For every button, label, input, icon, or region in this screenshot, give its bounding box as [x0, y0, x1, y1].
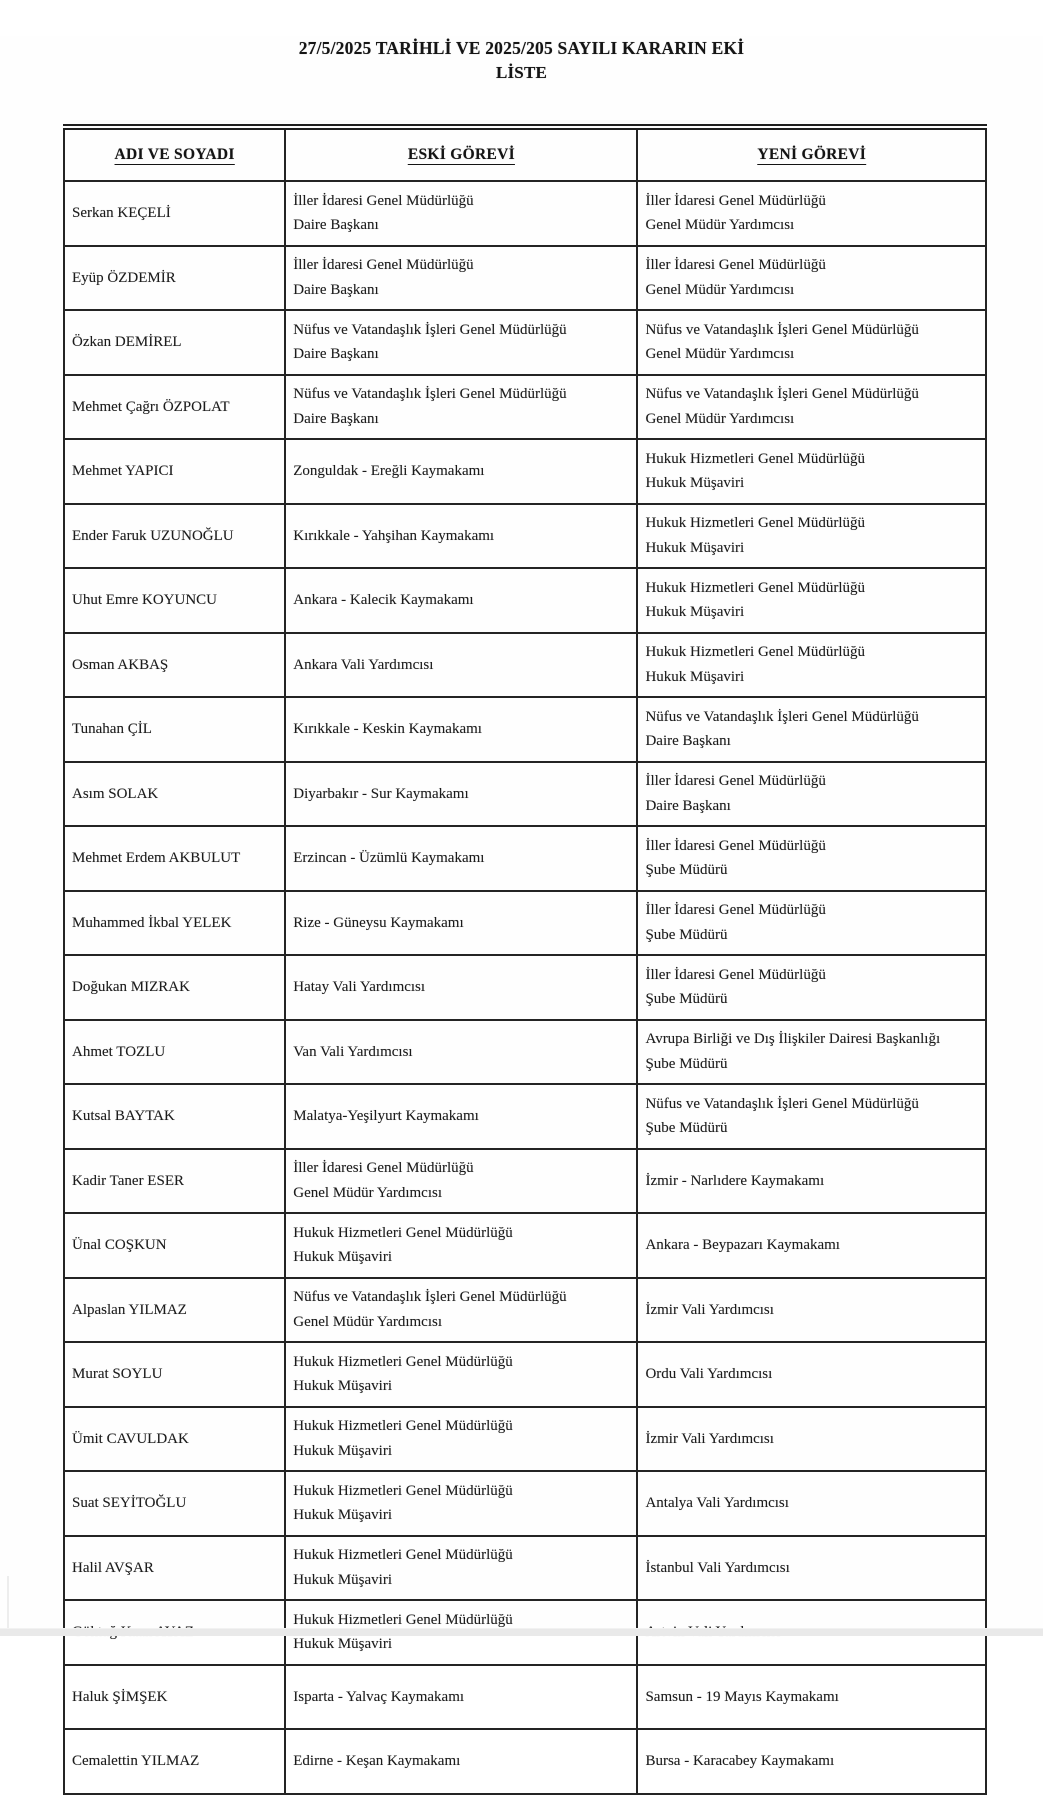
name-cell: Serkan KEÇELİ: [64, 181, 285, 246]
table-row: [64, 1729, 986, 1794]
new-position-cell: Hukuk Hizmetleri Genel Müdürlüğü Hukuk Müşaviri: [637, 504, 986, 569]
name-cell: Asım SOLAK: [64, 762, 285, 827]
table-row: [64, 439, 986, 504]
name-cell: Ender Faruk UZUNOĞLU: [64, 504, 285, 569]
new-position-cell: Nüfus ve Vatandaşlık İşleri Genel Müdürlüğü Daire Başkanı: [637, 697, 986, 762]
name-cell: Doğukan MIZRAK: [64, 955, 285, 1020]
old-position-cell: Van Vali Yardımcısı: [285, 1020, 637, 1085]
header-new-position: YENİ GÖREVİ: [637, 127, 986, 181]
name-cell: Ünal COŞKUN: [64, 1213, 285, 1278]
new-position-cell: Ankara - Beypazarı Kaymakamı: [637, 1213, 986, 1278]
new-position-cell: Avrupa Birliği ve Dış İlişkiler Dairesi Başkanlığı Şube Müdürü: [637, 1020, 986, 1085]
new-position-cell: Samsun - 19 Mayıs Kaymakamı: [637, 1665, 986, 1730]
old-position-cell: İller İdaresi Genel Müdürlüğü Daire Başkanı: [285, 181, 637, 246]
new-position-cell: İller İdaresi Genel Müdürlüğü Şube Müdürü: [637, 826, 986, 891]
table-row: [64, 1278, 986, 1343]
table-row: [64, 504, 986, 569]
name-cell: Murat SOYLU: [64, 1342, 285, 1407]
table-body: [64, 181, 986, 1794]
name-cell: Suat SEYİTOĞLU: [64, 1471, 285, 1536]
table-row: [64, 633, 986, 698]
name-cell: Kutsal BAYTAK: [64, 1084, 285, 1149]
new-position-cell: Hukuk Hizmetleri Genel Müdürlüğü Hukuk Müşaviri: [637, 439, 986, 504]
new-position-cell: Nüfus ve Vatandaşlık İşleri Genel Müdürlüğü Şube Müdürü: [637, 1084, 986, 1149]
table-header: [64, 127, 986, 181]
scanned-document-page: [0, 36, 1043, 1770]
name-cell: Uhut Emre KOYUNCU: [64, 568, 285, 633]
name-cell: Alpaslan YILMAZ: [64, 1278, 285, 1343]
table-row: [64, 762, 986, 827]
new-position-cell: İller İdaresi Genel Müdürlüğü Daire Başkanı: [637, 762, 986, 827]
table-row: [64, 310, 986, 375]
name-cell: Ümit CAVULDAK: [64, 1407, 285, 1472]
old-position-cell: Ankara - Kalecik Kaymakamı: [285, 568, 637, 633]
old-position-cell: Hukuk Hizmetleri Genel Müdürlüğü Hukuk Müşaviri: [285, 1471, 637, 1536]
name-cell: Tunahan ÇİL: [64, 697, 285, 762]
new-position-cell: İller İdaresi Genel Müdürlüğü Genel Müdür Yardımcısı: [637, 246, 986, 311]
old-position-cell: Isparta - Yalvaç Kaymakamı: [285, 1665, 637, 1730]
name-cell: Mehmet Çağrı ÖZPOLAT: [64, 375, 285, 440]
document-title-line2: LİSTE: [495, 63, 548, 83]
scan-page-left-edge: [7, 1576, 9, 1631]
old-position-cell: Kırıkkale - Yahşihan Kaymakamı: [285, 504, 637, 569]
table-header-row: [64, 127, 986, 181]
old-position-cell: Erzincan - Üzümlü Kaymakamı: [285, 826, 637, 891]
table-row: [64, 181, 986, 246]
table-row: [64, 1084, 986, 1149]
new-position-cell: İzmir Vali Yardımcısı: [637, 1407, 986, 1472]
old-position-cell: İller İdaresi Genel Müdürlüğü Daire Başkanı: [285, 246, 637, 311]
old-position-cell: Hukuk Hizmetleri Genel Müdürlüğü Hukuk Müşaviri: [285, 1407, 637, 1472]
name-cell: Haluk ŞİMŞEK: [64, 1665, 285, 1730]
old-position-cell: Hukuk Hizmetleri Genel Müdürlüğü Hukuk Müşaviri: [285, 1600, 637, 1665]
new-position-cell: Antalya Vali Yardımcısı: [637, 1471, 986, 1536]
header-old-position: ESKİ GÖREVİ: [285, 127, 637, 181]
name-cell: Eyüp ÖZDEMİR: [64, 246, 285, 311]
appointments-table: [63, 124, 987, 1795]
name-cell: Ahmet TOZLU: [64, 1020, 285, 1085]
name-cell: Muhammed İkbal YELEK: [64, 891, 285, 956]
new-position-cell: İzmir - Narlıdere Kaymakamı: [637, 1149, 986, 1214]
new-position-cell: Ordu Vali Yardımcısı: [637, 1342, 986, 1407]
new-position-cell: İller İdaresi Genel Müdürlüğü Genel Müdür Yardımcısı: [637, 181, 986, 246]
old-position-cell: Hukuk Hizmetleri Genel Müdürlüğü Hukuk Müşaviri: [285, 1536, 637, 1601]
new-position-cell: İller İdaresi Genel Müdürlüğü Şube Müdürü: [637, 955, 986, 1020]
old-position-cell: Hatay Vali Yardımcısı: [285, 955, 637, 1020]
name-cell: Mehmet Erdem AKBULUT: [64, 826, 285, 891]
table-row: [64, 1665, 986, 1730]
old-position-cell: Nüfus ve Vatandaşlık İşleri Genel Müdürlüğü Daire Başkanı: [285, 310, 637, 375]
document-title-line1: 27/5/2025 TARİHLİ VE 2025/205 SAYILI KARARIN EKİ: [298, 38, 745, 58]
document-title: [0, 36, 1043, 86]
old-position-cell: Hukuk Hizmetleri Genel Müdürlüğü Hukuk Müşaviri: [285, 1342, 637, 1407]
table-row: [64, 1020, 986, 1085]
new-position-cell: İller İdaresi Genel Müdürlüğü Şube Müdürü: [637, 891, 986, 956]
old-position-cell: Zonguldak - Ereğli Kaymakamı: [285, 439, 637, 504]
table-row: [64, 375, 986, 440]
old-position-cell: İller İdaresi Genel Müdürlüğü Genel Müdür Yardımcısı: [285, 1149, 637, 1214]
old-position-cell: Hukuk Hizmetleri Genel Müdürlüğü Hukuk Müşaviri: [285, 1213, 637, 1278]
table-row: [64, 891, 986, 956]
new-position-cell: İzmir Vali Yardımcısı: [637, 1278, 986, 1343]
old-position-cell: Nüfus ve Vatandaşlık İşleri Genel Müdürlüğü Daire Başkanı: [285, 375, 637, 440]
old-position-cell: Nüfus ve Vatandaşlık İşleri Genel Müdürlüğü Genel Müdür Yardımcısı: [285, 1278, 637, 1343]
table-row: [64, 1407, 986, 1472]
name-cell: Kadir Taner ESER: [64, 1149, 285, 1214]
old-position-cell: Diyarbakır - Sur Kaymakamı: [285, 762, 637, 827]
new-position-cell: Hukuk Hizmetleri Genel Müdürlüğü Hukuk Müşaviri: [637, 568, 986, 633]
new-position-cell: Hukuk Hizmetleri Genel Müdürlüğü Hukuk Müşaviri: [637, 633, 986, 698]
name-cell: Mehmet YAPICI: [64, 439, 285, 504]
new-position-cell: Nüfus ve Vatandaşlık İşleri Genel Müdürlüğü Genel Müdür Yardımcısı: [637, 310, 986, 375]
old-position-cell: Malatya-Yeşilyurt Kaymakamı: [285, 1084, 637, 1149]
table-row: [64, 826, 986, 891]
old-position-cell: Rize - Güneysu Kaymakamı: [285, 891, 637, 956]
new-position-cell: Nüfus ve Vatandaşlık İşleri Genel Müdürlüğü Genel Müdür Yardımcısı: [637, 375, 986, 440]
table-row: [64, 1536, 986, 1601]
table-row: [64, 246, 986, 311]
new-position-cell: İstanbul Vali Yardımcısı: [637, 1536, 986, 1601]
name-cell: Özkan DEMİREL: [64, 310, 285, 375]
name-cell: Osman AKBAŞ: [64, 633, 285, 698]
old-position-cell: Kırıkkale - Keskin Kaymakamı: [285, 697, 637, 762]
table-row: [64, 1342, 986, 1407]
old-position-cell: Edirne - Keşan Kaymakamı: [285, 1729, 637, 1794]
table-row: [64, 1149, 986, 1214]
new-position-cell: Bursa - Karacabey Kaymakamı: [637, 1729, 986, 1794]
name-cell: Halil AVŞAR: [64, 1536, 285, 1601]
header-name: ADI VE SOYADI: [64, 127, 285, 181]
name-cell: Cemalettin YILMAZ: [64, 1729, 285, 1794]
table-row: [64, 568, 986, 633]
table-row: [64, 697, 986, 762]
table-row: [64, 1471, 986, 1536]
old-position-cell: Ankara Vali Yardımcısı: [285, 633, 637, 698]
table-row: [64, 1213, 986, 1278]
scan-page-bottom-edge: [0, 1628, 1043, 1636]
table-row: [64, 955, 986, 1020]
